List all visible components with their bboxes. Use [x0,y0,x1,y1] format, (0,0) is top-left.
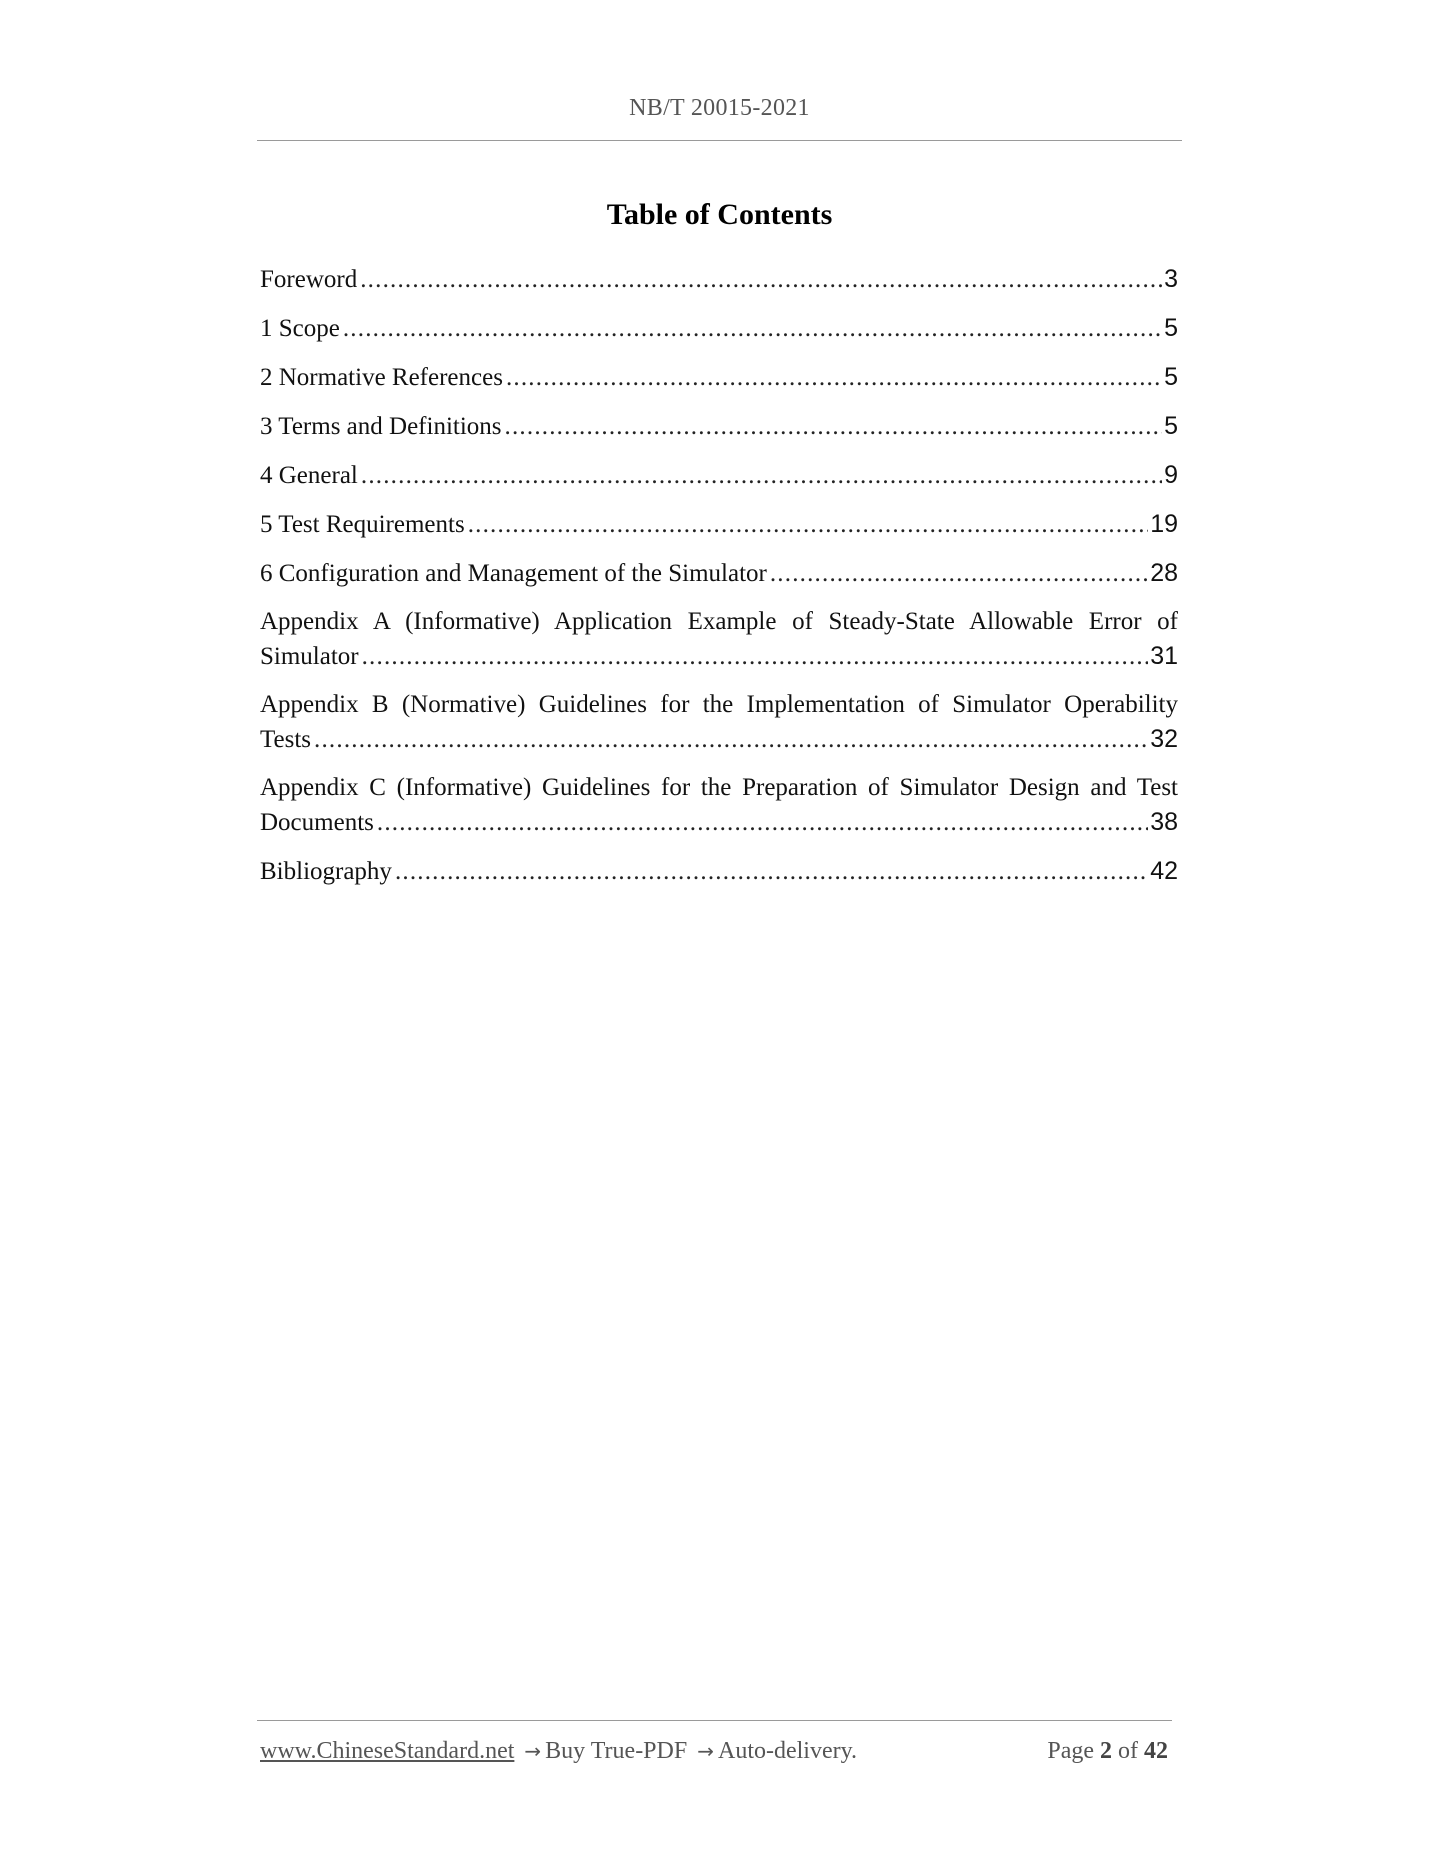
dot-leader [360,263,1162,297]
toc-entry-label: 5 Test Requirements [260,511,465,538]
page-number [1047,1738,1168,1765]
toc-entry-label-line1: Appendix B (Normative) Guidelines for the Implementation of Simulator Operability [260,691,1178,718]
toc-entry-page: 5 [1164,314,1178,342]
toc-entry-page: 31 [1150,642,1178,670]
dot-leader [770,557,1148,591]
toc-entry-page: 32 [1150,725,1178,753]
delivery-text: Auto-delivery. [717,1738,858,1764]
toc-entry-label-line1: Appendix A (Informative) Application Example of Steady-State Allowable Error of [260,608,1178,635]
footer-promo [260,1738,857,1765]
toc-entry-label: Foreword [260,266,358,293]
dot-leader [343,312,1162,346]
toc-entry-appendix-c[interactable] [260,771,1178,840]
website-link[interactable]: www.ChineseStandard.net [260,1738,515,1764]
arrow-right-icon: → [697,1739,714,1763]
dot-leader [377,806,1148,840]
toc-entry-label: 2 Normative References [260,364,503,391]
dot-leader [395,855,1148,889]
toc-entry-bibliography[interactable] [260,854,1178,889]
toc-entry-scope[interactable] [260,311,1178,346]
toc-entry-page: 5 [1164,363,1178,391]
toc-entry-page: 9 [1164,461,1178,489]
page-total: 42 [1144,1738,1168,1764]
dot-leader [362,640,1149,674]
running-header: NB/T 20015-2021 [629,95,810,121]
toc-entry-foreword[interactable] [260,262,1178,297]
dot-leader [314,723,1148,757]
toc-entry-page: 38 [1150,808,1178,836]
toc-entry-page: 5 [1164,412,1178,440]
footer-divider [257,1720,1172,1721]
toc-title: Table of Contents [606,198,833,231]
toc-entry-appendix-b[interactable] [260,688,1178,757]
toc-entry-label: 4 General [260,462,358,489]
toc-entry-test-requirements[interactable] [260,507,1178,542]
toc-entry-label-line2: Simulator [260,643,359,670]
toc-entry-label-line2: Documents [260,809,374,836]
page-current: 2 [1100,1738,1112,1764]
toc-entry-page: 19 [1150,510,1178,538]
dot-leader [468,508,1148,542]
dot-leader [505,410,1163,444]
toc-entry-label: 3 Terms and Definitions [260,413,502,440]
toc-entry-label: 6 Configuration and Management of the Simulator [260,560,767,587]
toc-entry-terms-definitions[interactable] [260,409,1178,444]
toc-entry-normative-references[interactable] [260,360,1178,395]
header-divider [257,140,1182,141]
toc-entry-page: 42 [1150,857,1178,885]
toc-entry-label-line2: Tests [260,726,312,753]
toc-entry-appendix-a[interactable] [260,605,1178,674]
toc-entry-label: 1 Scope [260,315,340,342]
toc-entry-page: 28 [1150,559,1178,587]
table-of-contents [260,262,1178,903]
of-word: of [1118,1738,1138,1764]
toc-entry-label: Bibliography [260,858,392,885]
toc-entry-configuration-management[interactable] [260,556,1178,591]
toc-entry-label-line1: Appendix C (Informative) Guidelines for the Preparation of Simulator Design and Test [260,774,1178,801]
toc-entry-page: 3 [1164,265,1178,293]
dot-leader [361,459,1162,493]
buy-text: Buy True-PDF [545,1738,688,1764]
dot-leader [506,361,1162,395]
page-word: Page [1047,1738,1094,1764]
arrow-right-icon: → [524,1739,542,1763]
toc-entry-general[interactable] [260,458,1178,493]
